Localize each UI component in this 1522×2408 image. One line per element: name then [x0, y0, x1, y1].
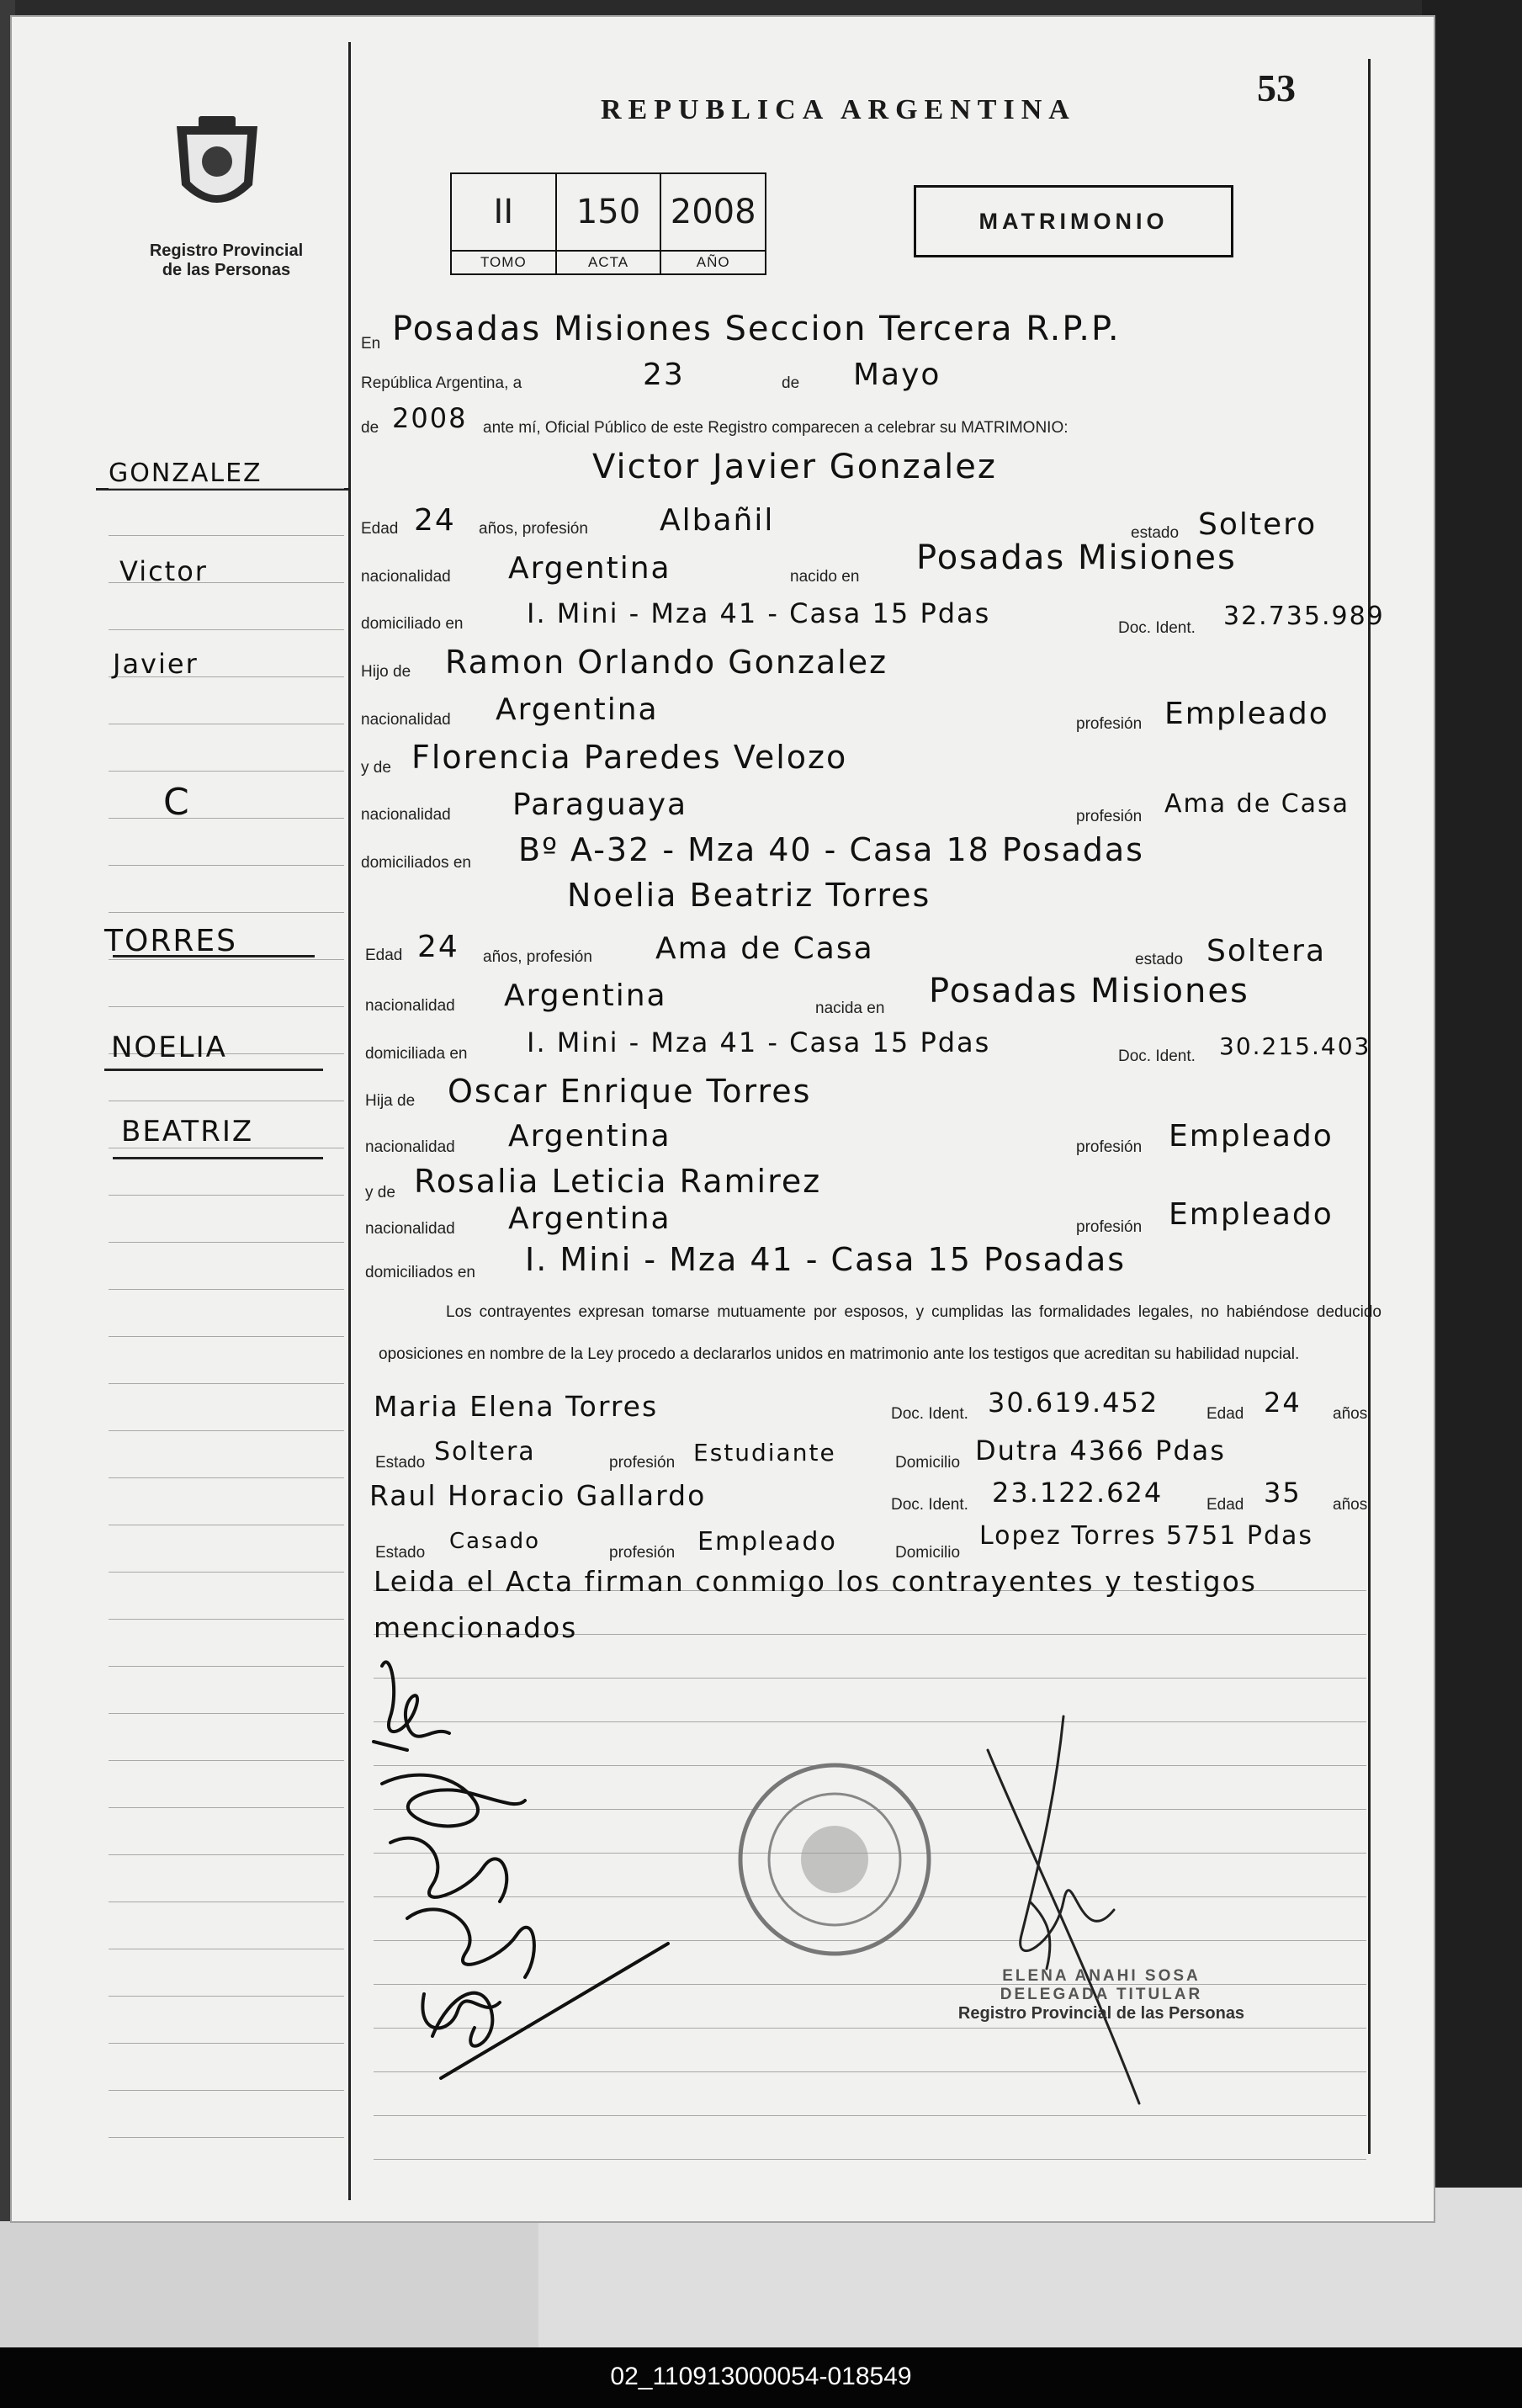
ruled-line [109, 1713, 344, 1714]
groom-mother-profession: Ama de Casa [1164, 789, 1350, 819]
declaration-text: Los contrayentes expresan tomarse mutuamente por esposos, y cumplidas las formalidades legales, no habiéndose deducido oposiciones en nombre de la Ley procedo a declararlos unidos en matrimonio ante los testigos que acreditan su habilidad nupcial. [379, 1303, 1381, 1363]
groom-nationality-label: nacionalidad [361, 568, 451, 586]
ruled-line [109, 1996, 344, 1997]
bride-father-profession: Empleado [1169, 1119, 1334, 1154]
left-margin-rule [348, 42, 351, 2200]
bride-age-label: Edad [365, 947, 403, 964]
groom-birthplace-label: nacido en [790, 568, 860, 586]
witness-1-profession-label: profesión [609, 1454, 676, 1472]
bride-parents-address-label: domiciliados en [365, 1264, 475, 1281]
witness-1-age: 24 [1264, 1387, 1302, 1419]
ruled-line [109, 1383, 344, 1384]
margin-rule [104, 1069, 323, 1071]
ruled-line [109, 1006, 344, 1007]
witness-2-status-label: Estado [375, 1544, 426, 1562]
bride-parents-address: I. Mini - Mza 41 - Casa 15 Posadas [525, 1241, 1127, 1278]
ruled-line [109, 1336, 344, 1337]
register-box [450, 172, 766, 275]
scan-background-right [1422, 0, 1522, 2408]
witness-1-address: Dutra 4366 Pdas [975, 1435, 1226, 1467]
groom-status-label: estado [1131, 524, 1180, 542]
bride-nationality-label: nacionalidad [365, 997, 455, 1015]
groom-father: Ramon Orlando Gonzalez [445, 644, 888, 681]
groom-age-label: Edad [361, 520, 399, 538]
ruled-line [109, 1572, 344, 1573]
groom-profession: Albañil [660, 503, 775, 538]
groom-nationality: Argentina [508, 551, 671, 586]
ruled-line [109, 1854, 344, 1855]
ruled-line [109, 818, 344, 819]
margin-groom-second: Javier [113, 648, 199, 680]
witness-1-age-label: Edad [1206, 1405, 1244, 1423]
bride-father-profession-label: profesión [1076, 1138, 1143, 1156]
witness-1-years-label: años [1333, 1405, 1368, 1423]
witness-2-name: Raul Horacio Gallardo [369, 1479, 707, 1512]
tomo-label: TOMO [452, 250, 555, 273]
groom-mother: Florencia Paredes Velozo [411, 739, 848, 776]
de-year-label: de [361, 419, 379, 437]
witness-2-doc: 23.122.624 [992, 1477, 1164, 1509]
bride-address: I. Mini - Mza 41 - Casa 15 Pdas [527, 1026, 991, 1058]
groom-father-nationality-label: nacionalidad [361, 711, 451, 729]
groom-father-nationality: Argentina [496, 692, 659, 727]
ruled-line [109, 2043, 344, 2044]
witness-1-status-label: Estado [375, 1454, 426, 1472]
ruled-line [109, 535, 344, 536]
officer-office: Registro Provincial de las Personas [957, 2004, 1245, 2023]
ruled-line [109, 1666, 344, 1667]
bride-address-label: domiciliada en [365, 1045, 468, 1063]
bride-doc-label: Doc. Ident. [1118, 1048, 1196, 1065]
witness-1-profession: Estudiante [693, 1439, 836, 1467]
ruled-line [109, 912, 344, 913]
registry-name [121, 241, 331, 280]
ruled-line [109, 1807, 344, 1808]
bride-mother-nationality-label: nacionalidad [365, 1220, 455, 1238]
groom-name: Victor Javier Gonzalez [592, 448, 997, 486]
ruled-line [109, 1477, 344, 1478]
signatures [357, 1641, 710, 2162]
ruled-line [109, 1195, 344, 1196]
bride-name: Noelia Beatriz Torres [567, 877, 931, 914]
bride-profession-label: años, profesión [483, 948, 592, 966]
bride-mother-profession: Empleado [1169, 1197, 1334, 1232]
registry-name-line2: de las Personas [162, 261, 291, 279]
ruled-line [109, 1242, 344, 1243]
witness-2-age-label: Edad [1206, 1496, 1244, 1514]
groom-mother-label: y de [361, 759, 391, 777]
groom-mother-nationality: Paraguaya [512, 788, 688, 822]
place-value: Posadas Misiones Seccion Tercera R.P.P. [392, 310, 1121, 348]
ceremony-text: ante mí, Oficial Público de este Registro comparecen a celebrar su MATRIMONIO: [483, 419, 1069, 437]
bride-mother-profession-label: profesión [1076, 1218, 1143, 1236]
groom-doc: 32.735.989 [1223, 602, 1385, 631]
bride-father-nationality: Argentina [508, 1119, 671, 1154]
acta-value: 150 [575, 193, 641, 231]
officer-name: ELENA ANAHI SOSA [1002, 1967, 1201, 1985]
register-tomo [452, 174, 555, 273]
official-stamp [734, 1758, 936, 1960]
republic-label: República Argentina, a [361, 374, 522, 392]
day-value: 23 [643, 358, 685, 392]
ruled-line [109, 488, 344, 489]
ano-label: AÑO [661, 250, 765, 273]
right-margin-rule [1368, 59, 1371, 2154]
ruled-line [109, 959, 344, 960]
officer-signature [963, 1700, 1148, 2120]
margin-bride-surname: TORRES [104, 924, 237, 958]
provincial-seal-logo [165, 109, 269, 236]
bride-mother: Rosalia Leticia Ramirez [414, 1163, 822, 1200]
footer-code: 02_110913000054-018549 [610, 2363, 912, 2390]
closing-note: Leida el Acta firman conmigo los contrayentes y testigos mencionados [374, 1565, 1258, 1644]
bride-mother-label: y de [365, 1184, 395, 1201]
ruled-line [109, 2090, 344, 2091]
witness-2-age: 35 [1264, 1477, 1302, 1509]
ruled-line [109, 1430, 344, 1431]
groom-parents-address: Bº A-32 - Mza 40 - Casa 18 Posadas [518, 831, 1144, 868]
witness-1-doc: 30.619.452 [988, 1387, 1159, 1419]
witness-2-profession-label: profesión [609, 1544, 676, 1562]
page-number: 53 [1257, 66, 1296, 109]
register-page [12, 17, 1434, 2221]
witness-1-status: Soltera [434, 1437, 536, 1467]
officer-title: DELEGADA TITULAR [1000, 1986, 1203, 2003]
registry-name-line1: Registro Provincial [149, 241, 304, 260]
witness-1-address-label: Domicilio [895, 1454, 961, 1472]
witness-1-name: Maria Elena Torres [374, 1390, 659, 1423]
bride-doc: 30.215.403 [1219, 1032, 1371, 1060]
en-label: En [361, 335, 381, 353]
month-value: Mayo [853, 358, 941, 392]
bride-age: 24 [417, 930, 459, 964]
witness-2-address-label: Domicilio [895, 1544, 961, 1562]
witness-2-years-label: años [1333, 1496, 1368, 1514]
groom-father-label: Hijo de [361, 663, 411, 681]
ruled-line [109, 1619, 344, 1620]
bride-father-nationality-label: nacionalidad [365, 1138, 455, 1156]
groom-age: 24 [414, 503, 456, 538]
tomo-value: II [493, 193, 514, 231]
register-acta [555, 174, 660, 273]
margin-connector: C [163, 781, 191, 824]
margin-bride-second: BEATRIZ [121, 1115, 254, 1148]
groom-father-profession: Empleado [1164, 697, 1329, 731]
year-value: 2008 [392, 402, 468, 434]
margin-groom-first: Victor [119, 555, 208, 587]
witness-2-address: Lopez Torres 5751 Pdas [979, 1521, 1314, 1551]
act-type-box: MATRIMONIO [914, 185, 1233, 257]
ruled-line [109, 771, 344, 772]
bride-status-label: estado [1135, 951, 1184, 968]
officer-block [929, 1967, 1274, 2023]
bride-profession: Ama de Casa [655, 931, 874, 966]
bride-birthplace-label: nacida en [815, 1000, 885, 1017]
margin-groom-surname: GONZALEZ [109, 459, 263, 488]
margin-bride-first: NOELIA [111, 1031, 227, 1064]
witness-2-profession: Empleado [697, 1527, 837, 1557]
groom-parents-address-label: domiciliados en [361, 854, 471, 872]
groom-father-profession-label: profesión [1076, 715, 1143, 733]
groom-birthplace: Posadas Misiones [916, 538, 1237, 577]
de-label: de [782, 374, 800, 392]
ruled-line [109, 2137, 344, 2138]
margin-rule [113, 1157, 323, 1159]
groom-address-label: domiciliado en [361, 615, 464, 633]
groom-mother-nationality-label: nacionalidad [361, 806, 451, 824]
witness-2-status: Casado [449, 1529, 540, 1554]
ruled-line [109, 629, 344, 630]
acta-label: ACTA [557, 250, 660, 273]
bride-mother-nationality: Argentina [508, 1201, 671, 1236]
bride-father: Oscar Enrique Torres [448, 1073, 812, 1110]
witness-2-doc-label: Doc. Ident. [891, 1496, 968, 1514]
ruled-line [109, 865, 344, 866]
ruled-line [109, 1760, 344, 1761]
bride-birthplace: Posadas Misiones [929, 972, 1249, 1010]
bride-father-label: Hija de [365, 1092, 416, 1110]
witness-1-doc-label: Doc. Ident. [891, 1405, 968, 1423]
groom-profession-label: años, profesión [479, 520, 588, 538]
country-title: REPUBLICA ARGENTINA [601, 94, 1076, 125]
groom-doc-label: Doc. Ident. [1118, 619, 1196, 637]
groom-mother-profession-label: profesión [1076, 808, 1143, 825]
groom-status: Soltero [1198, 507, 1318, 542]
bride-nationality: Argentina [504, 979, 667, 1013]
ruled-line [109, 1901, 344, 1902]
ruled-line [109, 1289, 344, 1290]
register-ano [660, 174, 765, 273]
bride-status: Soltera [1206, 934, 1327, 968]
groom-address: I. Mini - Mza 41 - Casa 15 Pdas [527, 597, 991, 629]
ano-value: 2008 [670, 193, 756, 231]
